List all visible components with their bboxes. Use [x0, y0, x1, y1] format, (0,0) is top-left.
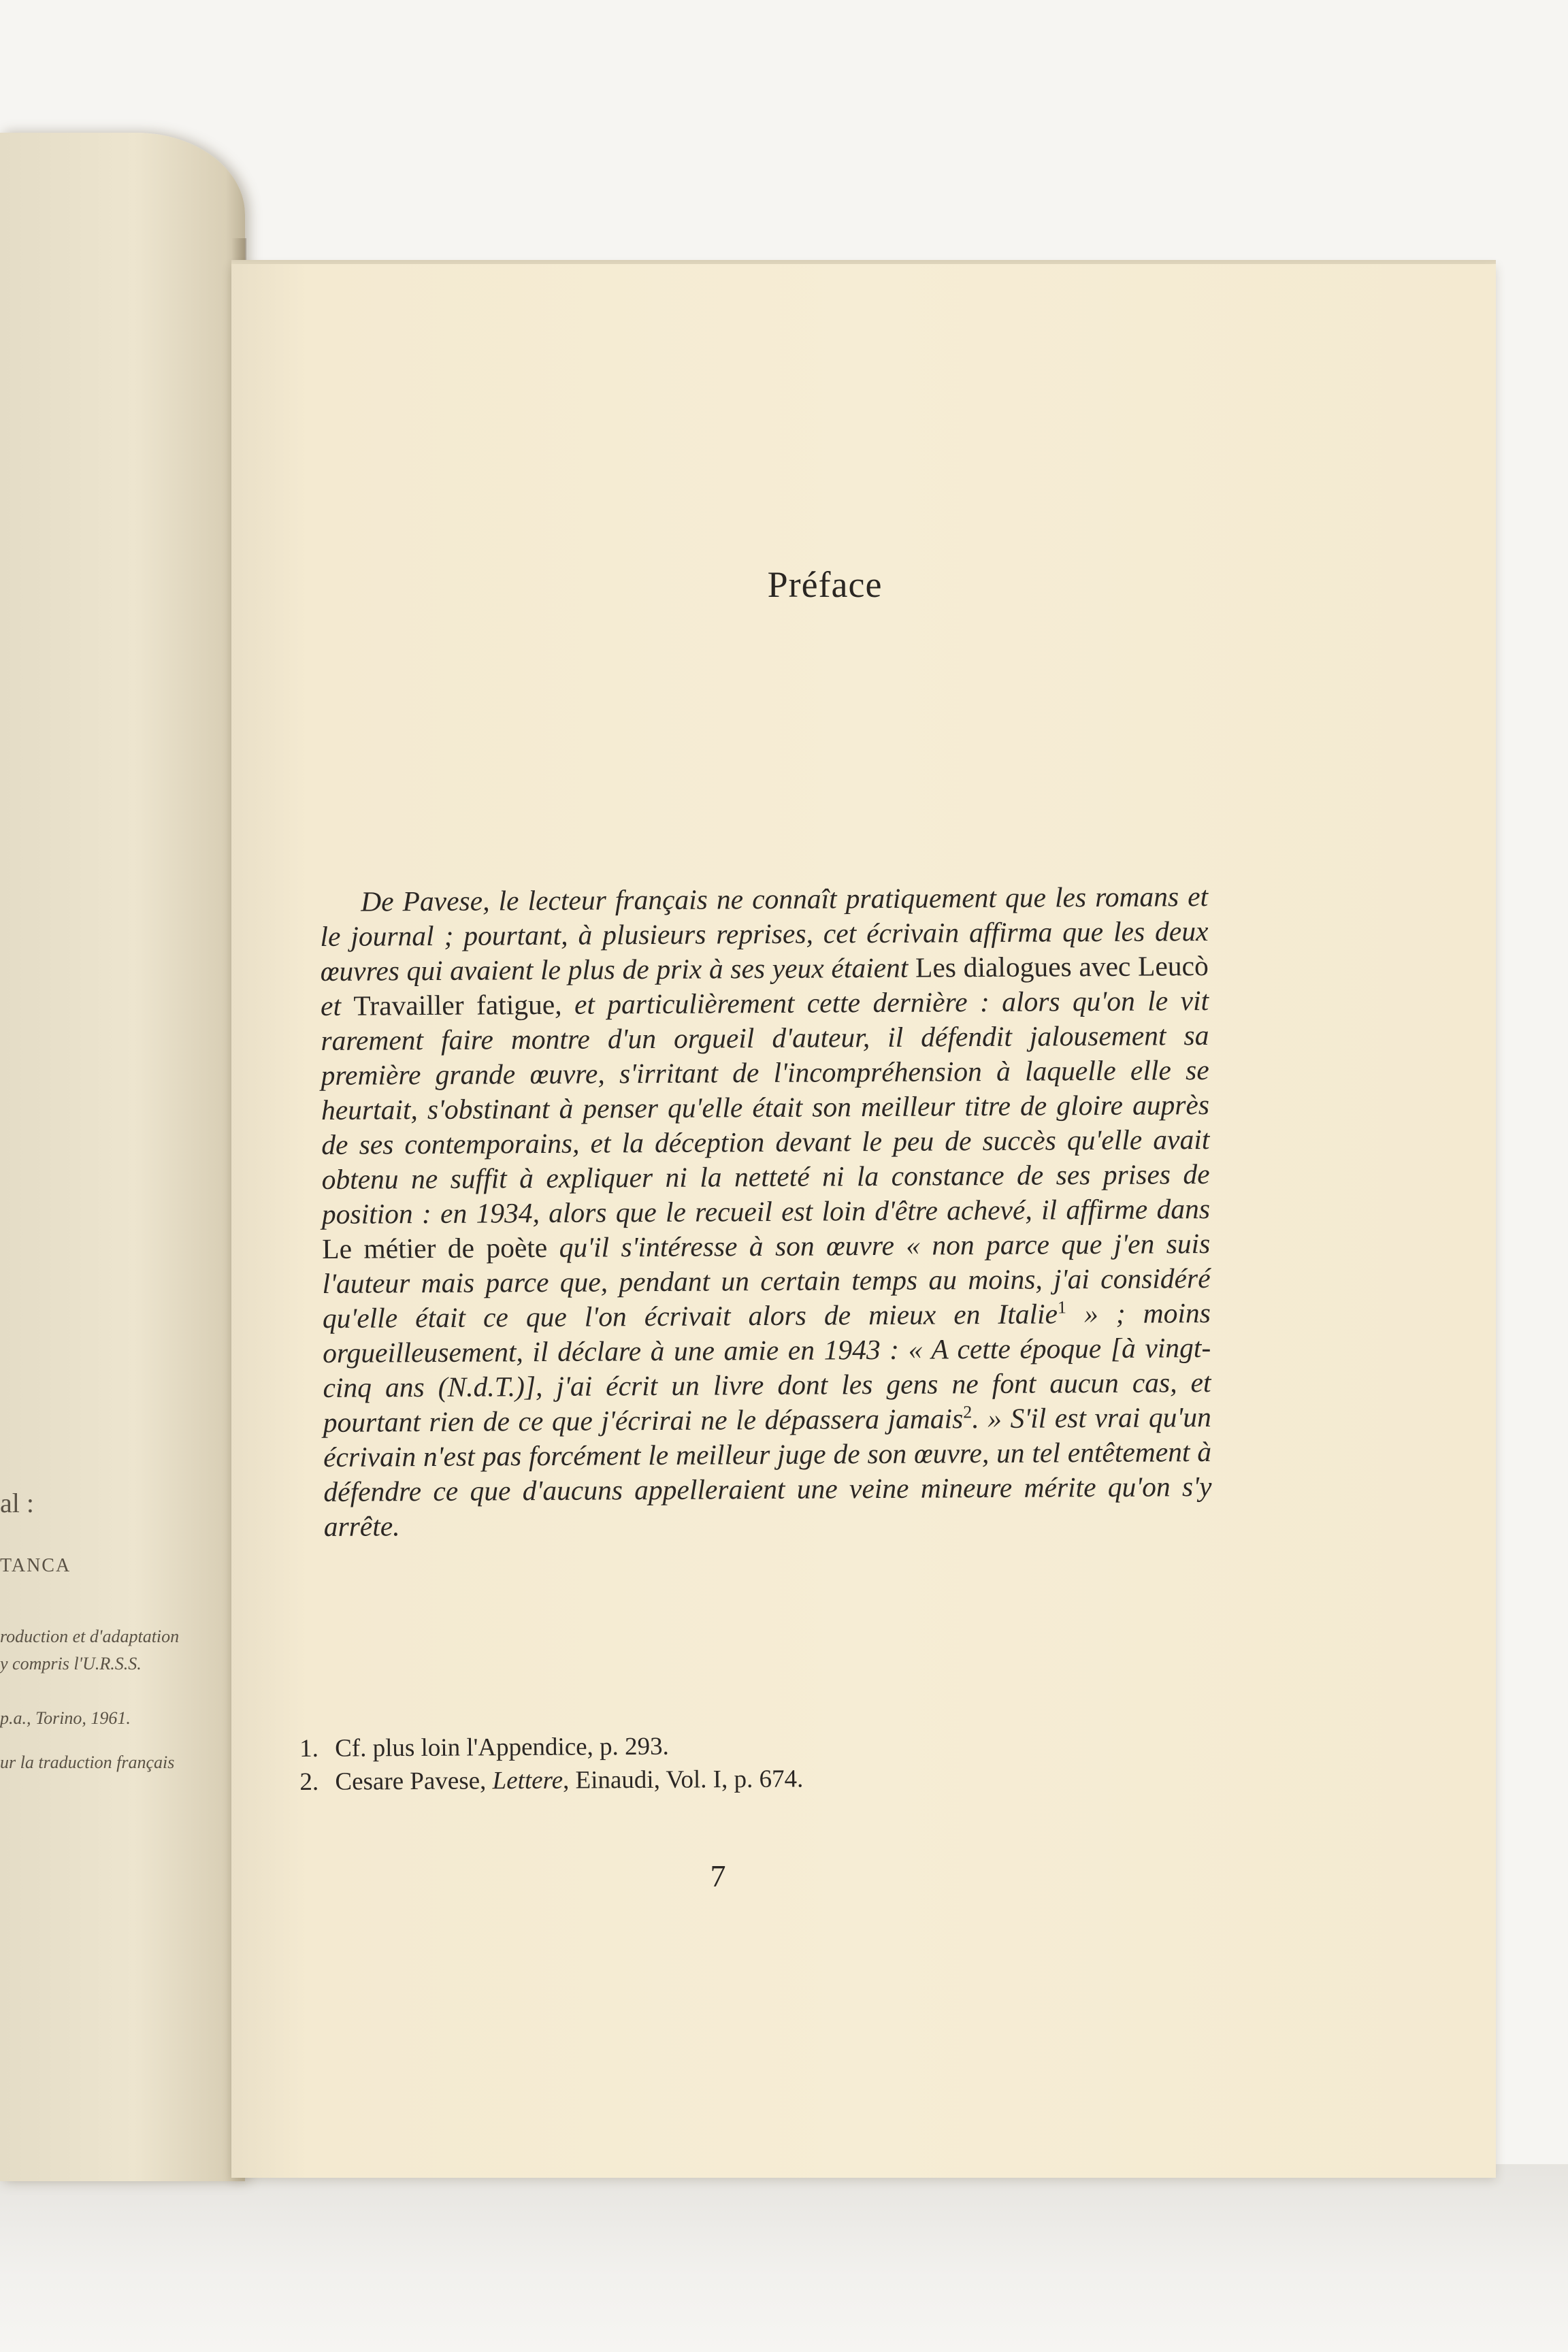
page-number: 7 — [710, 1859, 726, 1893]
page-title: Préface — [767, 564, 883, 605]
preface-run: , et particulièrement cette dernière : alors qu'on le vit rarement faire montre d'un orgueil d'auteur, il défendit jalousement sa première grande œuvre, s'irritant de l'incompréhension à laquelle elle se heurtait, s'obstinant à penser qu'elle était son meilleur titre de gloire auprès de ses contemporains, et la déception devant le peu de succès qu'elle avait obtenu ne suffit à expliquer ni la netteté ni la constance de ses prises de position : en 1934, alors que le recueil est loin d'être achevé, il affirme dans — [321, 985, 1211, 1230]
footnote-text — [335, 1733, 669, 1763]
preface-body — [320, 879, 1212, 1544]
left-page-text-fragment: ur la traduction français — [0, 1752, 175, 1772]
preface-run: . » S'il est vrai qu'un écrivain n'est pas forcément le meilleur juge de son œuvre, un tel entêtement à défendre ce que d'aucuns appelleraient une veine mineure mérite qu'on s'y arrête. — [323, 1401, 1212, 1542]
preface-run: De Pavese, le lecteur français ne connaît pratiquement que les romans et le journal ; pourtant, à plusieurs reprises, cet écrivain affirma que les deux œuvres qui avaient le plus de prix à ses yeux étaient — [320, 881, 1209, 987]
footnote-run: , Einaudi, Vol. I, p. 674. — [562, 1765, 804, 1795]
footnotes — [299, 1727, 1185, 1799]
preface-run: Les dialogues avec Leucò — [915, 950, 1209, 983]
preface-run: et — [320, 990, 354, 1022]
left-page-text-fragment: al : — [0, 1488, 34, 1518]
footnote-2 — [299, 1760, 1184, 1799]
preface-run: » ; moins orgueilleusement, il déclare à une amie en 1943 : « A cette époque [à vingt-cinq ans (N.d.T.)], j'ai écrit un livre dont les gens ne font aucun cas, et pourtant rien de ce que j'écrirai ne le dépassera jamais — [323, 1297, 1211, 1438]
left-page-text-fragment: p.a., Torino, 1961. — [0, 1708, 131, 1728]
preface-paragraph — [320, 879, 1212, 1544]
footnote-run: Cesare Pavese, — [335, 1767, 493, 1796]
left-page-text-fragment: y compris l'U.R.S.S. — [0, 1654, 142, 1673]
footnote-number: 2. — [299, 1767, 319, 1796]
left-page-text-fragment: roduction et d'adaptation — [0, 1627, 180, 1646]
footnote-text — [335, 1765, 803, 1795]
preface-run: Travailler fatigue — [353, 988, 555, 1022]
left-page — [0, 133, 245, 2181]
left-page-text-fragment: TANCA — [0, 1555, 71, 1576]
footnote-number: 1. — [299, 1734, 319, 1763]
footnote-1 — [299, 1727, 1184, 1765]
preface-run: 2 — [963, 1402, 973, 1422]
preface-run: 1 — [1057, 1297, 1067, 1318]
footnote-run: Cf. plus loin l'Appendice, p. 293. — [335, 1732, 669, 1763]
table-shadow — [0, 2164, 1568, 2352]
footnote-run: Lettere — [492, 1766, 564, 1795]
preface-run: Le métier de poète — [322, 1231, 548, 1264]
preface-run: qu'il s'intéresse à son œuvre « non parce que j'en suis l'auteur mais parce que, pendant un certain temps au moins, j'ai considéré qu'elle était ce que l'on écrivait alors de mieux en Italie — [322, 1228, 1211, 1334]
